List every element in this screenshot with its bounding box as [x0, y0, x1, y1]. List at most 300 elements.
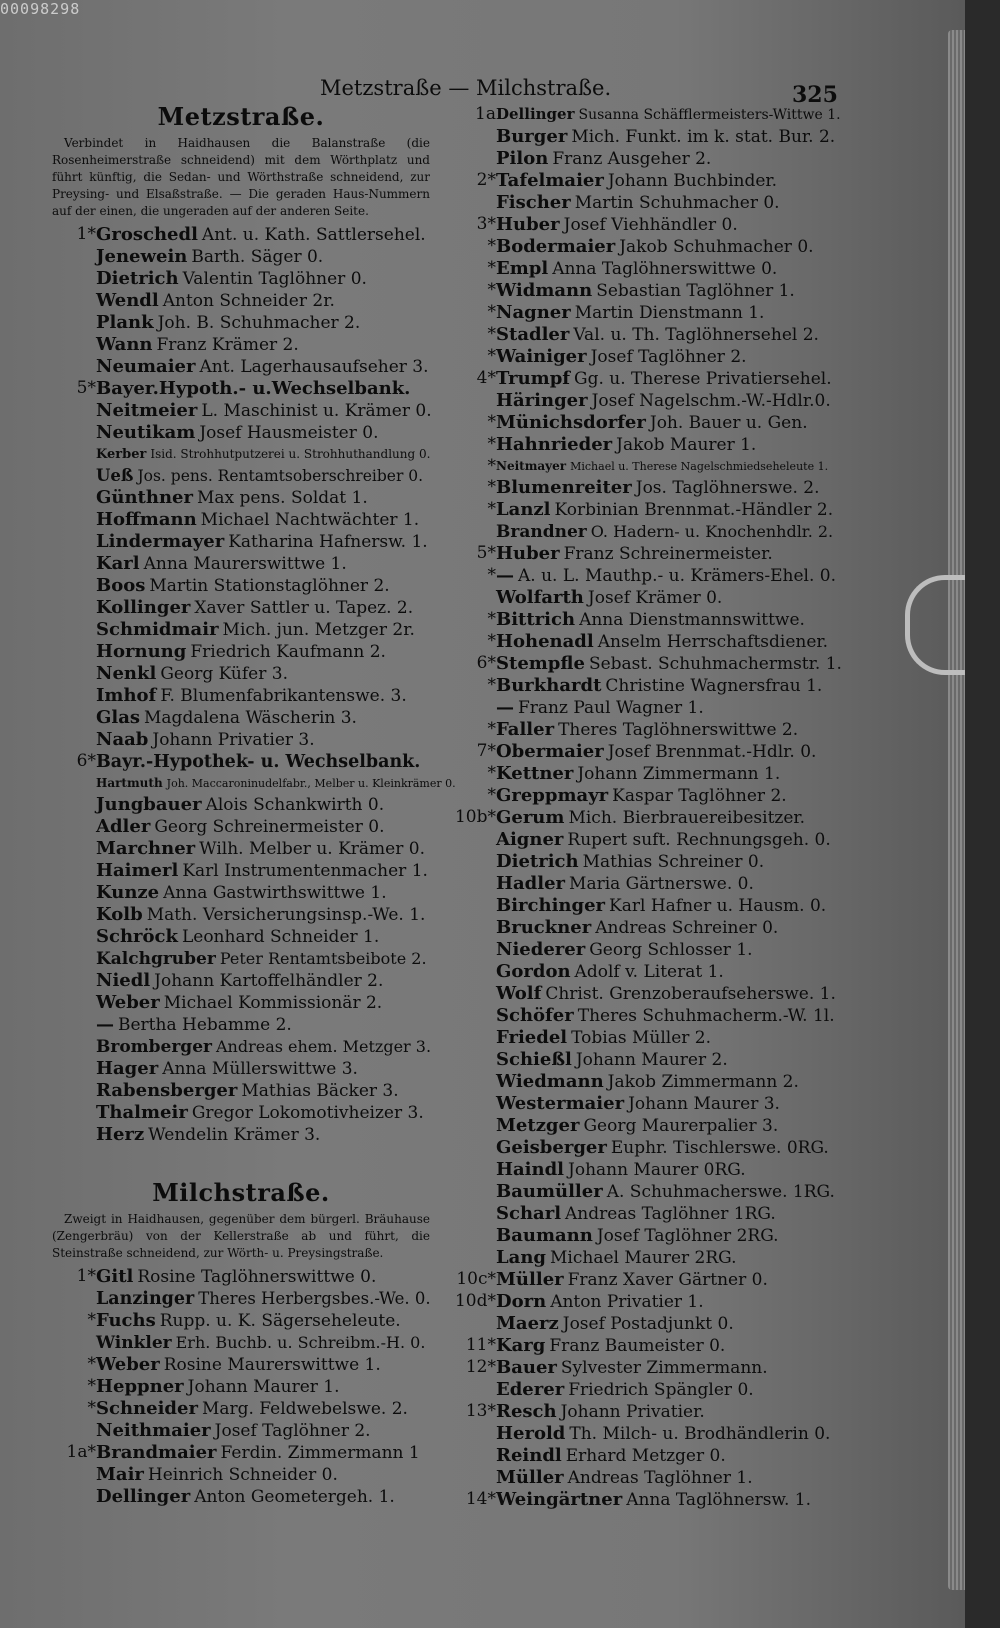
resident-description: Johann Buchbinder.	[607, 171, 778, 191]
resident-description: Rupp. u. K. Sägerseheleute.	[159, 1311, 401, 1331]
resident-description: Michael Nachtwächter 1.	[200, 510, 420, 530]
resident-name: Hoffmann	[96, 509, 197, 530]
resident-name: Wainiger	[496, 346, 587, 367]
resident-description: Wilh. Melber u. Krämer 0.	[199, 839, 425, 859]
entry-list	[440, 104, 840, 1511]
directory-entry	[52, 597, 430, 619]
resident-name: Nenkl	[96, 663, 157, 684]
resident-description: Johann Privatier.	[560, 1402, 705, 1422]
resident-name: Hartmuth	[96, 776, 163, 790]
resident-description: Anna Dienstmannswittwe.	[579, 610, 805, 630]
resident-name: Metzger	[496, 1115, 580, 1136]
resident-name: Häringer	[496, 390, 588, 411]
directory-entry	[52, 268, 430, 290]
house-number: 4*	[476, 368, 496, 388]
directory-entry	[440, 456, 840, 477]
resident-name: Adler	[96, 816, 151, 837]
resident-description: Johann Kartoffelhändler 2.	[154, 971, 384, 991]
resident-name: Empl	[496, 258, 549, 279]
directory-entry	[52, 1058, 430, 1080]
directory-entry	[440, 917, 840, 939]
directory-entry	[440, 741, 840, 763]
resident-description: Mich. Bierbrauereibesitzer.	[568, 808, 806, 828]
resident-name: Herold	[496, 1423, 566, 1444]
directory-entry	[440, 192, 840, 214]
directory-entry	[52, 1420, 430, 1442]
directory-entry	[440, 873, 840, 895]
resident-name: Baumüller	[496, 1181, 603, 1202]
directory-entry	[52, 619, 430, 641]
resident-description: Wendelin Krämer 3.	[148, 1125, 321, 1145]
house-number: *	[487, 631, 496, 651]
resident-name: Nagner	[496, 302, 571, 323]
resident-description: Johann Zimmermann 1.	[577, 764, 781, 784]
resident-name: Baumann	[496, 1225, 593, 1246]
directory-entry	[52, 400, 430, 422]
house-number: 5*	[76, 378, 96, 398]
page-tab	[905, 575, 965, 675]
resident-description: Erh. Buchb. u. Schreibm.-H. 0.	[175, 1333, 426, 1352]
directory-entry	[52, 773, 456, 794]
house-number: 3*	[476, 214, 496, 234]
resident-name: Kerber	[96, 447, 147, 462]
resident-name: Resch	[496, 1401, 557, 1422]
directory-entry	[52, 1036, 430, 1058]
directory-entry	[440, 390, 840, 412]
directory-entry	[52, 904, 430, 926]
house-number: *	[487, 499, 496, 519]
directory-entry	[52, 816, 430, 838]
directory-entry	[440, 543, 840, 565]
directory-entry	[440, 521, 840, 543]
resident-description: Tobias Müller 2.	[571, 1028, 712, 1048]
house-number: 7*	[476, 741, 496, 761]
resident-description: Susanna Schäfflermeisters-Wittwe 1.	[578, 107, 841, 123]
house-number: 12*	[465, 1357, 496, 1377]
resident-name: Hadler	[496, 873, 566, 894]
resident-name: Blumenreiter	[496, 477, 632, 498]
resident-name: Lindermayer	[96, 531, 225, 552]
directory-entry	[440, 258, 840, 280]
resident-name: Bauer	[496, 1357, 557, 1378]
street2-intro: Zweigt in Haidhausen, gegenüber dem bürgerl. Bräuhause (Zengerbräu) von der Kellerstraße ab und führt, die Steinstraße schneidend, zur Wörth- u. Preysingstraße.	[52, 1212, 430, 1260]
resident-name: Huber	[496, 214, 560, 235]
directory-entry	[440, 895, 840, 917]
resident-name: Stadler	[496, 324, 570, 345]
resident-description: Andreas Schreiner 0.	[595, 918, 779, 938]
directory-entry	[440, 1313, 840, 1335]
directory-entry	[52, 641, 430, 663]
resident-name: Wendl	[96, 290, 159, 311]
resident-description: Georg Küfer 3.	[160, 664, 288, 684]
resident-description: A. Schuhmacherswe. 1RG.	[606, 1182, 835, 1202]
resident-description: Joh. Maccaroninudelfabr., Melber u. Kleinkrämer 0.	[166, 777, 456, 790]
resident-description: Andreas Taglöhner 1.	[567, 1468, 753, 1488]
resident-description: Martin Schuhmacher 0.	[574, 193, 780, 213]
resident-description: Val. u. Th. Taglöhnersehel 2.	[573, 325, 819, 345]
resident-name: Kettner	[496, 763, 574, 784]
resident-description: Erhard Metzger 0.	[565, 1446, 726, 1466]
resident-name: Schöfer	[496, 1005, 574, 1026]
resident-name: Karg	[496, 1335, 546, 1356]
resident-name: Neitmayer	[496, 459, 567, 473]
directory-entry	[440, 170, 840, 192]
resident-description: Andreas Taglöhner 1RG.	[565, 1204, 776, 1224]
resident-description: Theres Herbergsbes.-We. 0.	[198, 1289, 431, 1308]
resident-description: Max pens. Soldat 1.	[196, 488, 368, 508]
directory-entry	[52, 1442, 430, 1464]
directory-entry	[52, 487, 430, 509]
directory-entry	[440, 434, 840, 456]
house-number: *	[487, 324, 496, 344]
resident-name: Hohenadl	[496, 631, 594, 652]
resident-description: Th. Milch- u. Brodhändlerin 0.	[569, 1424, 831, 1444]
directory-entry	[52, 422, 430, 444]
resident-description: Mathias Bäcker 3.	[241, 1081, 399, 1101]
house-number: 5*	[476, 543, 496, 563]
resident-name: Gitl	[96, 1266, 134, 1287]
resident-name: Naab	[96, 729, 149, 750]
resident-description: Andreas ehem. Metzger 3.	[215, 1037, 432, 1056]
resident-name: Friedel	[496, 1027, 568, 1048]
resident-name: Wolfarth	[496, 587, 584, 608]
house-number: 10d*	[454, 1291, 496, 1311]
resident-description: Sebastian Taglöhner 1.	[596, 281, 795, 301]
directory-entry	[52, 1464, 430, 1486]
street-intro: Verbindet in Haidhausen die Balanstraße (die Rosenheimerstraße schneidend) mit dem Wörthplatz und führt künftig, die Sedan- und Wörthstraße schneidend, zur Preysing- und Elsaßstraße. — Die geraden Haus-Nummern auf der einen, die ungeraden auf der anderen Seite.	[52, 136, 430, 218]
resident-description: Gregor Lokomotivheizer 3.	[191, 1103, 424, 1123]
directory-entry	[440, 851, 840, 873]
resident-description: Josef Brennmat.-Hdlr. 0.	[607, 742, 817, 762]
resident-name: Boos	[96, 575, 146, 596]
resident-description: Ant. Lagerhausaufseher 3.	[199, 357, 429, 377]
resident-description: Franz Baumeister 0.	[549, 1336, 726, 1356]
directory-entry	[440, 1269, 840, 1291]
directory-entry	[440, 148, 840, 170]
directory-entry	[440, 412, 840, 434]
resident-name: Müller	[496, 1467, 564, 1488]
resident-description: Adolf v. Literat 1.	[574, 962, 724, 982]
directory-entry	[440, 675, 840, 697]
resident-description: Franz Schreinermeister.	[563, 544, 773, 564]
directory-entry	[440, 1181, 840, 1203]
resident-name: Neumaier	[96, 356, 196, 377]
resident-name: Niederer	[496, 939, 586, 960]
house-number: *	[487, 477, 496, 497]
directory-entry	[52, 926, 430, 948]
directory-entry	[52, 1376, 430, 1398]
house-number: *	[487, 785, 496, 805]
directory-entry	[440, 214, 840, 236]
directory-entry	[440, 1027, 840, 1049]
resident-name: Hornung	[96, 641, 187, 662]
resident-description: Mich. jun. Metzger 2r.	[222, 620, 415, 640]
resident-description: Franz Paul Wagner 1.	[518, 698, 704, 718]
resident-description: Karl Hafner u. Hausm. 0.	[609, 896, 827, 916]
resident-description: Mathias Schreiner 0.	[582, 852, 765, 872]
directory-entry	[52, 444, 430, 465]
directory-entry	[440, 280, 840, 302]
resident-name: Haindl	[496, 1159, 565, 1180]
resident-name: Burkhardt	[496, 675, 602, 696]
resident-name: Kollinger	[96, 597, 191, 618]
resident-name: Gerum	[496, 807, 565, 828]
house-number: 1a*	[66, 1442, 96, 1462]
resident-description: Franz Krämer 2.	[156, 335, 299, 355]
resident-name: Rabensberger	[96, 1080, 238, 1101]
resident-name: Schneider	[96, 1398, 198, 1419]
resident-description: Michael Kommissionär 2.	[163, 993, 383, 1013]
resident-description: Michael u. Therese Nagelschmiedseheleute 1.	[570, 460, 829, 473]
resident-description: Friedrich Spängler 0.	[568, 1380, 754, 1400]
resident-name: Müller	[496, 1269, 564, 1290]
house-number: 1*	[76, 224, 96, 244]
directory-entry	[440, 104, 840, 126]
resident-description: Euphr. Tischlerswe. 0RG.	[610, 1138, 829, 1158]
house-number: 14*	[465, 1489, 496, 1509]
resident-name: Obermaier	[496, 741, 604, 762]
resident-name: Neithmaier	[96, 1420, 211, 1441]
resident-description: Josef Taglöhner 2RG.	[596, 1226, 779, 1246]
resident-description: Marg. Feldwebelswe. 2.	[201, 1399, 408, 1419]
resident-name: Greppmayr	[496, 785, 609, 806]
page-edge	[948, 30, 965, 1590]
directory-entry	[52, 246, 430, 268]
directory-entry	[440, 763, 840, 785]
resident-description: Josef Postadjunkt 0.	[562, 1314, 734, 1334]
house-number: 6*	[476, 653, 496, 673]
resident-name: Reindl	[496, 1445, 562, 1466]
resident-description: A. u. L. Mauthp.- u. Krämers-Ehel. 0.	[518, 566, 837, 586]
resident-name: Kunze	[96, 882, 160, 903]
resident-description: Johann Maurer 0RG.	[568, 1160, 746, 1180]
resident-description: Johann Privatier 3.	[152, 730, 315, 750]
resident-description: Josef Taglöhner 2.	[590, 347, 747, 367]
directory-entry	[440, 1093, 840, 1115]
house-number: *	[487, 609, 496, 629]
resident-name: Ueß	[96, 466, 134, 485]
directory-entry	[440, 1115, 840, 1137]
resident-description: Christ. Grenzoberaufseherswe. 1.	[545, 984, 836, 1004]
directory-entry	[52, 685, 430, 707]
resident-description: Georg Schlosser 1.	[589, 940, 753, 960]
directory-entry	[440, 719, 840, 741]
resident-name: —	[96, 1014, 114, 1035]
resident-description: Johann Maurer 3.	[628, 1094, 780, 1114]
directory-entry	[440, 368, 840, 390]
resident-name: Jenewein	[96, 246, 188, 267]
resident-name: Karl	[96, 553, 140, 574]
resident-name: Hahnrieder	[496, 434, 613, 455]
resident-name: Weber	[96, 1354, 160, 1375]
house-number: *	[487, 412, 496, 432]
directory-entry	[52, 1080, 430, 1102]
resident-description: Josef Nagelschm.-W.-Hdlr.0.	[591, 391, 831, 411]
resident-name: Maerz	[496, 1313, 559, 1334]
house-number: *	[487, 302, 496, 322]
house-number: *	[487, 719, 496, 739]
resident-description: Anna Taglöhnersw. 1.	[626, 1490, 811, 1510]
resident-name: Dietrich	[496, 851, 579, 872]
directory-entry	[52, 509, 430, 531]
house-number: *	[487, 236, 496, 256]
resident-name: Winkler	[96, 1333, 172, 1353]
directory-entry	[52, 882, 430, 904]
directory-entry	[440, 785, 840, 807]
resident-name: Faller	[496, 719, 555, 740]
resident-description: Valentin Taglöhner 0.	[182, 269, 367, 289]
directory-entry	[52, 751, 430, 773]
resident-name: Hager	[96, 1058, 159, 1079]
resident-description: Sylvester Zimmermann.	[560, 1358, 768, 1378]
resident-name: Thalmeir	[96, 1102, 188, 1123]
resident-name: Brandmaier	[96, 1442, 217, 1463]
resident-name: Bromberger	[96, 1037, 212, 1057]
resident-name: Burger	[496, 126, 568, 147]
directory-entry	[52, 1332, 430, 1354]
resident-name: Wolf	[496, 983, 542, 1004]
resident-description: Math. Versicherungsinsp.-We. 1.	[146, 905, 426, 925]
resident-name: Fischer	[496, 192, 571, 213]
house-number: *	[487, 675, 496, 695]
directory-entry	[440, 1159, 840, 1181]
resident-description: Ferdin. Zimmermann 1	[220, 1443, 420, 1463]
resident-name: Bodermaier	[496, 236, 616, 257]
directory-entry	[440, 1489, 840, 1511]
house-number: *	[487, 280, 496, 300]
directory-entry	[440, 807, 840, 829]
resident-description: Martin Stationstaglöhner 2.	[149, 576, 390, 596]
directory-entry	[52, 334, 430, 356]
directory-entry	[440, 1247, 840, 1269]
directory-entry	[440, 1071, 840, 1093]
directory-entry	[52, 707, 430, 729]
resident-description: Mich. Funkt. im k. stat. Bur. 2.	[571, 127, 836, 147]
directory-entry	[440, 1049, 840, 1071]
resident-name: Münichsdorfer	[496, 412, 646, 433]
resident-description: Rosine Taglöhnerswittwe 0.	[137, 1267, 377, 1287]
resident-description: Xaver Sattler u. Tapez. 2.	[194, 598, 414, 618]
resident-name: Groschedl	[96, 224, 198, 245]
directory-entry	[440, 1225, 840, 1247]
resident-name: Bruckner	[496, 917, 592, 938]
directory-entry	[440, 477, 840, 499]
resident-description: Korbinian Brennmat.-Händler 2.	[554, 500, 834, 520]
left-column	[52, 100, 456, 1508]
resident-name: Haimerl	[96, 860, 179, 881]
resident-name: Wiedmann	[496, 1071, 604, 1092]
resident-description: Leonhard Schneider 1.	[181, 927, 380, 947]
resident-description: L. Maschinist u. Krämer 0.	[201, 401, 432, 421]
right-column	[440, 104, 840, 1511]
resident-description: Sebast. Schuhmachermstr. 1.	[588, 654, 842, 674]
resident-name: Lanzinger	[96, 1289, 195, 1309]
resident-name: Gordon	[496, 961, 571, 982]
resident-name: Marchner	[96, 838, 196, 859]
resident-description: Michael Maurer 2RG.	[550, 1248, 737, 1268]
directory-entry	[440, 1401, 840, 1423]
directory-entry	[440, 346, 840, 368]
resident-description: Kaspar Taglöhner 2.	[612, 786, 787, 806]
directory-entry	[52, 860, 430, 882]
resident-name: Dellinger	[96, 1486, 191, 1507]
resident-name: Bayr.-Hypothek- u. Wechselbank.	[96, 752, 421, 772]
directory-entry	[52, 312, 430, 334]
resident-name: Stempfle	[496, 653, 585, 674]
resident-description: Anton Schneider 2r.	[162, 291, 335, 311]
resident-name: Neitmeier	[96, 400, 198, 421]
resident-description: Georg Maurerpalier 3.	[583, 1116, 779, 1136]
directory-entry	[52, 1288, 430, 1310]
directory-entry	[52, 1310, 430, 1332]
house-number: 10b*	[454, 807, 496, 827]
resident-name: Schröck	[96, 926, 178, 947]
directory-entry	[52, 794, 430, 816]
directory-entry	[440, 126, 840, 148]
directory-entry	[440, 829, 840, 851]
resident-name: Imhof	[96, 685, 157, 706]
resident-description: Barth. Säger 0.	[191, 247, 324, 267]
resident-name: Huber	[496, 543, 560, 564]
scan-id: 00098298	[0, 0, 81, 18]
resident-name: Mair	[96, 1464, 144, 1485]
resident-name: Bayer.Hypoth.- u.Wechselbank.	[96, 378, 411, 399]
house-number: 11*	[465, 1335, 496, 1355]
resident-description: Anna Gastwirthswittwe 1.	[163, 883, 387, 903]
directory-entry	[52, 1354, 430, 1376]
resident-description: Alois Schankwirth 0.	[205, 795, 385, 815]
directory-entry	[52, 553, 430, 575]
resident-description: Rosine Maurerswittwe 1.	[163, 1355, 381, 1375]
resident-description: F. Blumenfabrikantenswe. 3.	[160, 686, 407, 706]
resident-description: Karl Instrumentenmacher 1.	[182, 861, 428, 881]
directory-entry	[440, 1137, 840, 1159]
directory-entry	[52, 1266, 430, 1288]
resident-description: Anna Maurerswittwe 1.	[143, 554, 347, 574]
directory-entry	[52, 970, 430, 992]
house-number: *	[487, 763, 496, 783]
resident-name: Jungbauer	[96, 794, 202, 815]
resident-description: Theres Schuhmacherm.-W. 1l.	[577, 1006, 835, 1026]
directory-entry	[440, 1203, 840, 1225]
resident-name: Günthner	[96, 487, 193, 508]
directory-entry	[440, 1379, 840, 1401]
directory-entry	[440, 499, 840, 521]
resident-name: Westermaier	[496, 1093, 625, 1114]
resident-name: Heppner	[96, 1376, 184, 1397]
house-number: 6*	[76, 751, 96, 771]
resident-name: Glas	[96, 707, 141, 728]
resident-name: Niedl	[96, 970, 151, 991]
house-number: *	[487, 456, 496, 476]
resident-name: —	[496, 697, 514, 718]
resident-name: Neutikam	[96, 422, 196, 443]
house-number: *	[87, 1310, 96, 1330]
resident-name: Dietrich	[96, 268, 179, 289]
directory-entry	[52, 531, 430, 553]
resident-name: Trumpf	[496, 368, 571, 389]
resident-description: Joh. Bauer u. Gen.	[649, 413, 808, 433]
directory-entry	[440, 1445, 840, 1467]
resident-description: Gg. u. Therese Privatiersehel.	[574, 369, 832, 389]
resident-name: Dellinger	[496, 105, 575, 123]
resident-name: Birchinger	[496, 895, 606, 916]
resident-description: Joh. B. Schuhmacher 2.	[157, 313, 361, 333]
resident-description: Jakob Zimmermann 2.	[607, 1072, 799, 1092]
resident-name: Aigner	[496, 829, 564, 850]
resident-description: Martin Dienstmann 1.	[574, 303, 765, 323]
directory-entry	[52, 729, 430, 751]
